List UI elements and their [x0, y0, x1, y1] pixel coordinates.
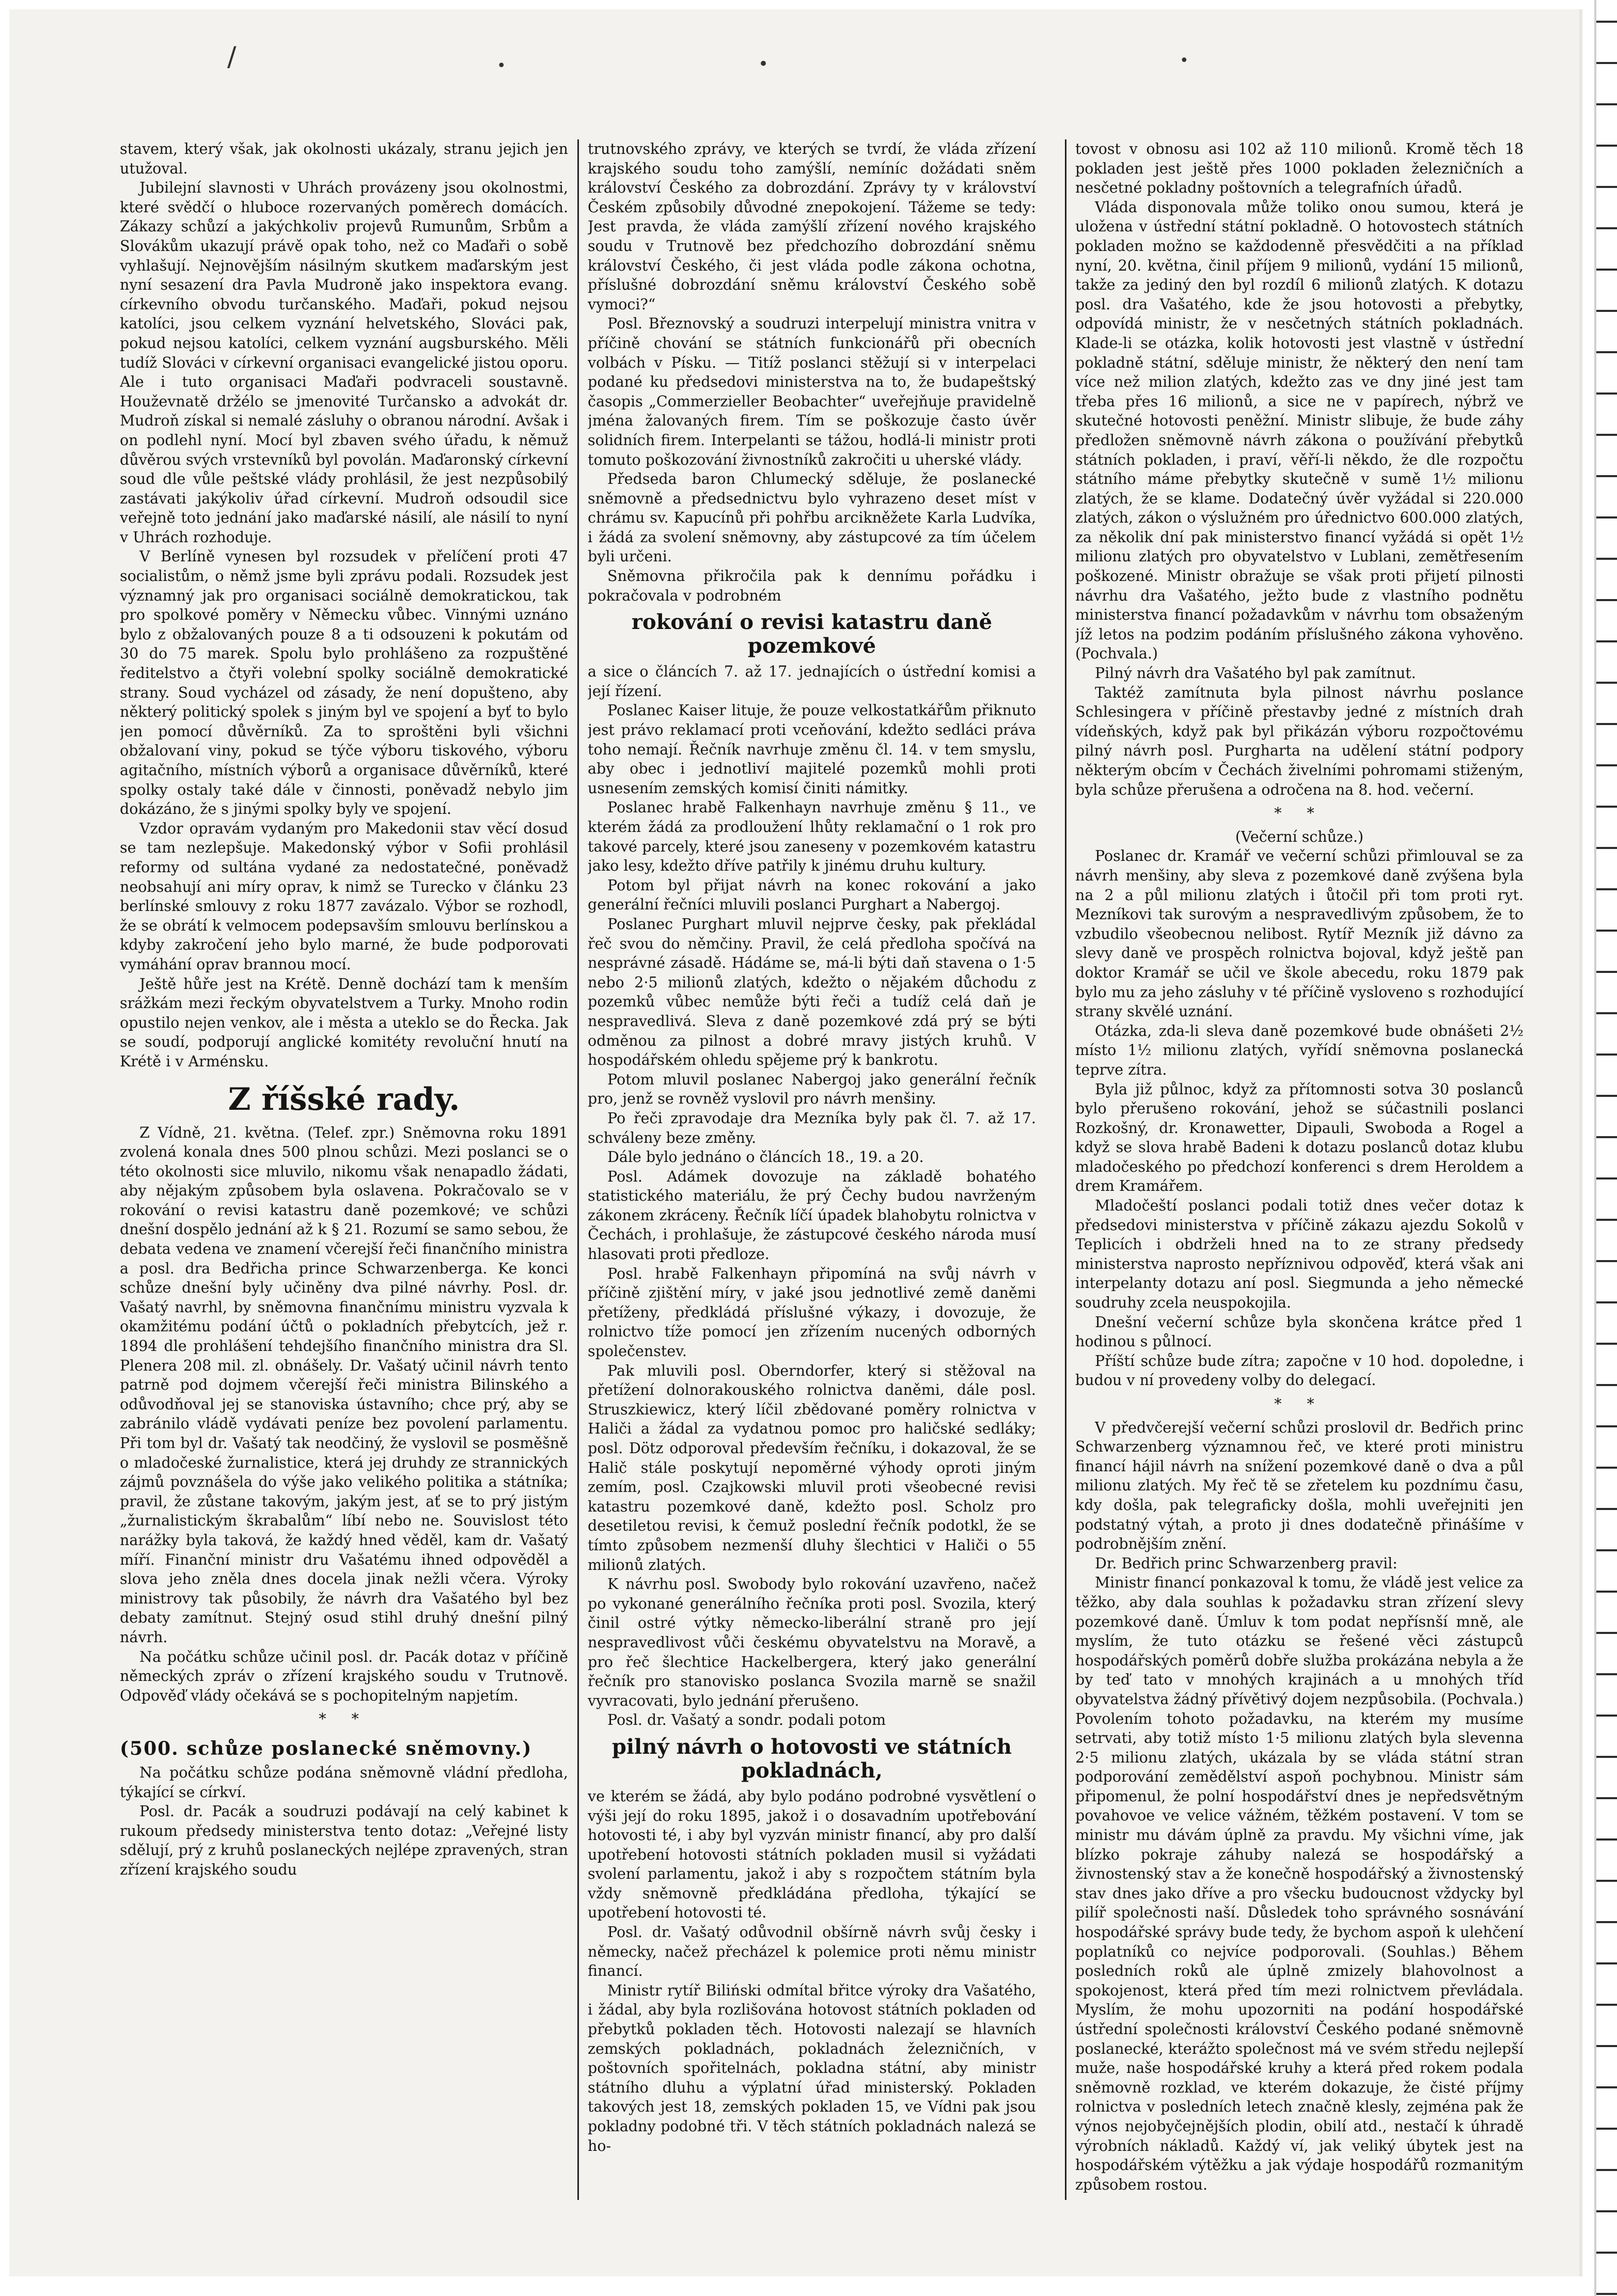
paragraph: V předvčerejší večerní schůzi proslovil dr. Bedřich princ Schwarzenberg významnou řeč, ve které proti ministru financí hájil návrh na snížení pozemkové daně o dva a půl milionu zlatých. My řeč tě se zřetelem ku pozdnímu času, kdy došla, pak telegraficky došla, mohli uveřejniti jen podstatný výtah, a proto ji dnes dodatečně přinášíme v podrobnějším znění. — [1075, 1419, 1524, 1553]
paragraph: K návrhu posl. Swobody bylo rokování uzavřeno, načež po vykonané generálního řečníka proti posl. Svozila, který činil ostré výtky německo-liberální straně pro její nespravedlivost vůči českému obyvatelstvu na Moravě, a pro řeč šlechtice Hackelbergera, který jako generální řečník pro stanovisko poslanca Svozila marně se snažil vyvracovati, bylo jednání přerušeno. — [588, 1576, 1036, 1709]
column-rule-2 — [1065, 139, 1066, 2200]
paragraph: Mladočeští poslanci podali totiž dnes večer dotaz k předsedovi ministerstva v příčině zákazu ajezdu Sokolů v Teplicích i obdrželi hned na to ze strany předsedy ministerstva naprosto nepříznivou odpověď, která však ani interpelanty dotazu aní posl. Siegmunda a jeho německé soudruhy zcela neuspokojila. — [1075, 1197, 1524, 1312]
paragraph: Vzdor opravám vydaným pro Makedonii stav věcí dosud se tam nezlepšuje. Makedonský výbor v Sofii prohlásil reformy od sultána vydané za nedostatečné, poněvadž neobsahují ani míry oprav, k nimž se Turecko v článku 23 berlínské smlouvy z roku 1877 zavázalo. Výbor se rozhodl, že se obrátí k velmocem podepsavším smlouvu berlínskou a kdyby zakročení jeho bylo marné, že bude podporovati vymáhání oprav brannou mocí. — [120, 820, 568, 973]
paragraph: Dále bylo jednáno o článcích 18., 19. a 20. — [607, 1149, 924, 1166]
section-heading: pilný návrh o hotovosti ve státních pokladnách, — [611, 1734, 1012, 1783]
paragraph: Poslanec hrabě Falkenhayn navrhuje změnu § 11., ve kterém žádá za prodloužení lhůty reklamační o 1 rok pro takové parcely, které jsou zaneseny v pozemkovém katastru jako lesy, kdežto dříve patřily k jinému druhu kultury. — [588, 799, 1036, 875]
paragraph: Z Vídně, 21. května. (Telef. zpr.) Sněmovna roku 1891 zvolená konala dnes 500 plnou schůzi. Mezi poslanci se o této okolnosti sice mluvilo, nikomu však nenapadlo žádati, aby nějakým způsobem byla oslavena. Pokračovalo se v rokování o revisi katastru daně pozemkové; ve schůzi dnešní dospělo jednání až k § 21. Rozumí se samo sebou, že debata vedena ve znamení včerejší řeči finančního ministra a posl. dra Bedřicha prince Schwarzenberga. Ke konci schůze dnešní byly učiněny dva pilné návrhy. Posl. dr. Vašatý navrhl, by sněmovna finančnímu ministru vyzvala k okamžitému podání účtů o pokladních přebytcích, jež r. 1894 dle prohlášení tehdejšího finančního ministra dra Sl. Plenera 208 mil. zl. obnášely. Dr. Vašatý učinil návrh tento patrně pod dojmem včerejší řeči ministra Bilinského a odůvodňoval jej se stanoviska ústavního; chce prý, aby se zabránilo vládě vydávati peníze bez povolení parlamentu. Při tom byl dr. Vašatý tak neodčiný, že vyslovil se posměšně o mladočeské žurnalistice, která jej druhdy ze strannických zájmů povznášela do výše jako velikého politika a státníka; pravil, že zůstane takovým, jakým jest, ať se to prý jistým „žurnalistickým škrabalům“ líbí nebo ne. Souvislost této narážky byla taková, že každý hned věděl, kam dr. Vašatý míří. Finanční ministr dru Vašatému ihned odpověděl a slova jeho zněla dnes docela jinak nežli včera. Výroky ministrovy tak působily, že návrh dra Vašatého byl bez debaty zamítnut. Stejný osud stihl druhý dnešní pilný návrh. — [120, 1124, 568, 1646]
paragraph: Posl. dr. Vašatý odůvodnil obšírně návrh svůj česky i německy, načež přecházel k polemice proti němu ministr financí. — [588, 1924, 1036, 1980]
paragraph: Pilný návrh dra Vašatého byl pak zamítnut. — [1095, 665, 1416, 682]
paragraph: Na počátku schůze podána sněmovně vládní předloha, týkající se církví. — [120, 1764, 568, 1801]
centered-subheading: (Večerní schůze.) — [1235, 828, 1364, 845]
paragraph: Posl. Adámek dovozuje na základě bohatého statistického materiálu, že prý Čechy budou navrženým zákonem zkráceny. Řečník líčí úpadek blahobytu rolnictva v Čechách, i prohlašuje, že zástupcové českého národa musí hlasovati proti předloze. — [588, 1168, 1036, 1263]
separator-asterisks: * * — [1274, 805, 1325, 822]
paragraph: trutnovského zprávy, ve kterých se tvrdí, že vláda zřízení krajského soudu toho zamýšlí, nemíníc dožádati sněm království Českého za dobrozdání. Zprávy ty v království Českém způsobily důvodné znepokojení. Tážeme se tedy: Jest pravda, že vláda zamýšlí zřízení nového krajského soudu v Trutnově bez předchozího dobrozdání sněmu království Českého, či jest vláda podle zákona ochotna, příslušné dobrozdání sněmu království Českého sobě vymoci?“ — [588, 140, 1036, 313]
paragraph: Taktéž zamítnuta byla pilnost návrhu poslance Schlesingera v příčině přestavby jedné z místních drah vídeňských, když pak byl přikázán výboru rozpočtovému pilný návrh posl. Purgharta na udělení státní podpory některým obcím v Čechách živelními pohromami stiženým, byla schůze přerušena a odročena na 8. hod. večerní. — [1075, 684, 1524, 798]
paragraph: Posl. dr. Vašatý a sondr. podali potom — [607, 1711, 886, 1729]
paragraph: Poslanec Purghart mluvil nejprve česky, pak překládal řeč svou do němčiny. Pravil, že celá předloha spočívá na nesprávné zásadě. Hádáme se, má-li býti daň stavena o 1·5 nebo 2·5 milionů zlatých, kdežto o nějakém důchodu z pozemků vůbec nemůže býti řeči a tudíž celá daň je nespravedlivá. Sleva z daně pozemkové zdá prý se býti odměnou za pilnost a dobré mravy jistých kruhů. V hospodářském ohledu spějeme prý k bankrotu. — [588, 915, 1036, 1069]
top-mark-1: / — [227, 41, 237, 72]
separator-asterisks: * * — [319, 1710, 369, 1728]
paragraph: tovost v obnosu asi 102 až 110 milionů. Kromě těch 18 pokladen jest ještě přes 1000 pokladen železničních a nesčetné pokladny poštovních a telegrafních úřadů. — [1075, 140, 1524, 197]
text-column-3 — [1075, 139, 1524, 2215]
paragraph: Poslanec dr. Kramář ve večerní schůzi přimlouval se za návrh menšiny, aby sleva z pozemkové daně zvýšena byla na 2 a půl milionu zlatých i ůtočil při tom proti ryt. Mezníkovi tak surovým a nespravedlivým způsobem, že to vzbudilo všeobecnou nelibost. Rytíř Mezník již dávno za slevy daně ve prospěch rolnictva bojoval, když ještě pan doktor Kramář se učil ve škole abecedu, roku 1879 pak bylo mu za jeho zásluhy v té příčině vysloveno s rozhodující strany skvělé uznání. — [1075, 847, 1524, 1020]
paragraph: Dr. Bedřich princ Schwarzenberg pravil: — [1095, 1554, 1398, 1572]
paragraph: Dnešní večerní schůze byla skončena krátce před 1 hodinou s půlnocí. — [1075, 1313, 1524, 1350]
paragraph: a sice o článcích 7. až 17. jednajících o ústřední komisi a její řízení. — [588, 663, 1036, 700]
paragraph: Sněmovna přikročila pak k dennímu pořádku i pokračovala v podrobném — [588, 568, 1036, 604]
scan-edge — [1594, 0, 1617, 2296]
paragraph: Posl. hrabě Falkenhayn připomíná na svůj návrh v příčině zjištění míry, v jaké jsou jednotlivé země daněmi přetíženy, předkládá příslušné výkazy, i dovozuje, že rolnictvo tíže pomocí jen zřízením nucených odborných společenstev. — [588, 1265, 1036, 1360]
paragraph: Ministr financí ponkazoval k tomu, že vládě jest velice za těžko, aby dala souhlas k požadavku stran zřízení slevy pozemkové daně. Úmluv k tom podat nepřísnší mně, ale myslím, že tuto otázku se řešené věci zástupců hospodářských poměrů dobře služba prokázána nebyla a že by teď tato v mnohých krajinách a u mnohých tříd obyvatelstva žádný přívětivý dojem nezpůsobila. (Pochvala.) Povolením tohoto požadavku, na kterém my musíme setrvati, aby totiž místo 1·5 milionu zlatých byla slevenna 2·5 milionu zlatých, ukázala by se vláda státní stran podporování zemědělství aspoň pochybnou. Ministr sám připomenul, že polní hospodářství dnes je nepředsvětným povahovoe ve velice vážném, těžkém postavení. V tom se ministr mu dávám úplně za pravdu. My všichni víme, jak blízko pokraje záhuby nalezá se hospodářský a živnostenský stav a že konečně hospodářský a živnostenský stav dnes jako dříve a pro všecku budoucnost vždycky byl pilíř společnosti naší. Důsledek toho správného sosnávání hospodářské správy bude tedy, že bychom aspoň k ulehčení poplatníků co nejvíce podporovali. (Souhlas.) Během posledních roků ale úplně zmizely blahovolnost a spokojenost, která před tím mezi rolnictvem převládala. Myslím, že mohu upozorniti na podání hospodářské ústřední společnosti království Českého podané sněmovně poslanecké, kterážto společnost má ve svém středu nejlepší muže, naše hospodářské kruhy a která před rokem podala sněmovně rozklad, ve kterém dokazuje, že čisté příjmy rolnictva v posledních letech značně klesly, zejména pak že výnos nejobyčejnějších plodin, obilí atd., nestačí k úhradě výrobních nákladů. Každý ví, jak veliký úbytek jest na hospodářském výtěžku a jak výdaje hospodářů rozmanitým způsobem rostou. — [1075, 1574, 1524, 2193]
top-mark-3: • — [758, 54, 769, 74]
separator-asterisks: * * — [1274, 1395, 1325, 1412]
paragraph: Ministr rytíř Biliński odmítal břitce výroky dra Vašatého, i žádal, aby byla rozlišována hotovost státních pokladen od přebytků pokladen těch. Hotovosti nalezají se hlavních zemských pokladnách, pokladnách železničních, v poštovních spořitelnách, pokladna státní, aby ministr státního dluhu a výplatní úřad ministerský. Pokladen takových jest 18, zemských pokladen 15, ve Vídni pak jsou pokladny podobné tři. V těch státních pokladnách nalezá se ho- — [588, 1982, 1036, 2155]
paragraph: Po řeči zpravodaje dra Mezníka byly pak čl. 7. až 17. schváleny beze změny. — [588, 1109, 1036, 1146]
paragraph: Otázka, zda-li sleva daně pozemkové bude obnášeti 2½ místo 1½ milionu zlatých, vyřídí sněmovna poslanecká teprve zítra. — [1075, 1022, 1524, 1078]
paragraph: Potom mluvil poslanec Nabergoj jako generální řečník pro, jenž se rovněž vyslovil pro návrh menšiny. — [588, 1071, 1036, 1108]
paragraph: Jubilejní slavnosti v Uhrách provázeny jsou okolnostmi, které svědčí o hluboce rozervaných poměrech domácích. Zákazy schůzí a jakýchkoliv projevů Rumunům, Srbům a Slovákům ukazují právě opak toho, než co Maďaři o sobě vyhlašují. Nejnovějším násilným skutkem maďarským jest nyní sesazení dra Pavla Mudroně jako inspektora evang. církevního obvodu turčanského. Maďaři, pokud nejsou katolíci, jsou celkem vyznání helvetského, Slováci pak, pokud nejsou katolíci, celkem vyznání augsburského. Měli tudíž Slováci v církevní organisaci evangelické jistou oporu. Ale i tuto organisaci Maďaři podvraceli soustavně. Houževnatě držélo se jmenovité Turčansko a advokát dr. Mudroň získal si nemalé zásluhy o obranou národní. Avšak i on podlehl nyní. Mocí byl zbaven svého úřadu, k němuž důvěrou svých vrstevníků byl povolán. Maďaronský církevní soud dle vůle peštské vlády prohlásil, že jest nezpůsobilý zastávati jakýkoliv úřad církevní. Mudroň odsoudil sice veřejně toto jednání jako maďarské násilí, ale násilí to nyní v Uhrách rozhoduje. — [120, 179, 568, 546]
paragraph: Na počátku schůze učinil posl. dr. Pacák dotaz v příčině německých zpráv o zřízení krajského soudu v Trutnově. Odpověď vlády očekává se s pochopitelným napjetím. — [120, 1648, 568, 1704]
column-rule-1 — [577, 139, 579, 2200]
paragraph: stavem, který však, jak okolnosti ukázaly, stranu jejich jen utužoval. — [120, 140, 568, 177]
paragraph: Byla již půlnoc, když za přítomnosti sotva 30 poslanců bylo přerušeno rokování, jehož se súčastnili poslanci Rozkošný, dr. Kronawetter, Dipauli, Swoboda a Rogel a když se slova hrabě Badeni k dotazu poslanců dotaz klubu mladočeského po předchozí konferenci s drem Heroldem a drem Kramářem. — [1075, 1080, 1524, 1195]
paragraph: Příští schůze bude zítra; započne v 10 hod. dopoledne, i budou v ní provedeny volby do delegací. — [1075, 1352, 1524, 1389]
text-column-1 — [120, 139, 568, 2215]
paragraph: Pak mluvili posl. Oberndorfer, který si stěžoval na přetížení dolnorakouského rolnictva daněmi, dále posl. Struszkiewicz, který líčil zbědované poměry rolnictva v Haliči a žádal za vydatnou pomoc pro haličské sedláky; posl. Dötz odporoval především řečníku, i dokazoval, že se Halič stále poskytují nepoměrné výhody oproti jiným zemím, posl. Czajkowski mluvil proti všeobecné revisi katastru pozemkové daně, kdežto posl. Scholz pro desetiletou revisi, k čemuž poslední řečník podotkl, že se tímto způsobem nezmenší dluhy šlechtici v Haliči o 55 milionů zlatých. — [588, 1362, 1036, 1574]
section-title: Z říšské rady. — [228, 1081, 460, 1118]
paragraph: Předseda baron Chlumecký sděluje, že poslanecké sněmovně a předsednictvu bylo vyhrazeno deset míst v chrámu sv. Kapucínů při pohřbu arcikněžete Karla Ludvíka, i žádá za svolení sněmovny, aby zástupcové za tím účelem byli určeni. — [588, 470, 1036, 565]
paragraph: Poslanec Kaiser lituje, že pouze velkostatkářům přiknuto jest právo reklamací proti vceňování, kdežto sedláci práva toho nemají. Řečník navrhuje změnu čl. 14. v tem smyslu, aby obec i jednotliví majitelé pozemků mohli proti usnesením zemských komisí činiti námitky. — [588, 702, 1036, 797]
session-heading: (500. schůze poslanecké sněmovny.) — [120, 1737, 532, 1759]
paragraph: Vláda disponovala může toliko onou sumou, která je uložena v ústřední státní pokladně. O hotovostech státních pokladen možno se každodenně přesvědčiti a na příklad nyní, 20. května, činil příjem 9 milionů, vydání 15 milionů, takže za jediný den byl rozdíl 6 milionů zlatých. K dotazu posl. dra Vašatého, kde že jsou hotovosti a přebytky, odpovídá ministr, že v nesčetných státních pokladnách. Klade-li se otázka, kolik hotovosti jest vlastně v ústřední pokladně státní, sděluje ministr, že některý den není tam více než milion zlatých, kdežto zas ve dny jiné jest tam třeba přes 16 milionů, a sice ne v papírech, nýbrž ve skutečné hotovosti peněžní. Ministr slibuje, že bude záhy předložen sněmovně návrh zákona o používání přebytků státních pokladen, i praví, věří-li někdo, že dle rozpočtu státního máme přebytky skutečně v sumě 1½ milionu zlatých, že se klame. Dodatečný úvěr vyžádal si 220.000 zlatých, zákon o výslužném pro úřednictvo 600.000 zlatých, za několik dní pak ministerstvo financí vyžádá si opět 1½ milionu zlatých pro obyvatelstvo v Lublani, zemětřesením poškozené. Ministr obražuje se však proti přijetí pilnosti návrhu dra Vašatého, ježto bude z vlastního podnětu ministerstva financí požadavkům v návrhu tom obsaženým jíž letos na podzim podáním příslušného zákona vyhověno. (Pochvala.) — [1075, 198, 1524, 663]
top-mark-4: • — [1180, 52, 1189, 70]
text-column-2 — [588, 139, 1036, 2215]
top-mark-2: • — [497, 57, 506, 75]
paragraph: Posl. dr. Pacák a soudruzi podávají na celý kabinet k rukoum předsedy ministerstva tento dotaz: „Veřejné listy sdělují, prý z kruhů poslaneckých nejlépe zpravených, stran zřízení krajského soudu — [120, 1803, 568, 1878]
paragraph: V Berlíně vynesen byl rozsudek v přelíčení proti 47 socialistům, o němž jsme byli zprávu podali. Rozsudek jest významný jak pro organisaci sociálně demokratickou, tak pro spolkové poměry v Německu vůbec. Vinnými uznáno bylo z obžalovaných pouze 8 a ti odsouzeni k pokutám od 30 do 75 marek. Spolu bylo prohlášeno za rozpuštěné ředitelstvo a čtyři volební spolky sociálně demokratické strany. Soud vycházel od zásady, že není dopušteno, aby některý politický spolek s jiným byl ve spojení a byť to bylo jen pomocí důvěrníků. Za to sproštěni byli všichni obžalovaní viny, pokud se týče výboru tiskového, výboru agitačního, místních výborů a organisace důvěrníků, které spolky ostaly také dále v činnosti, poněvadž nebylo jim dokázáno, že s jinými spolky byly ve spojení. — [120, 548, 568, 818]
paragraph: Potom byl přijat návrh na konec rokování a jako generální řečníci mluvili poslanci Purghart a Nabergoj. — [588, 876, 1036, 914]
paragraph: Posl. Březnovský a soudruzi interpelují ministra vnitra v příčině chování se státních funkcionářů při obecních volbách v Písku. — Titíž poslanci stěžují si v interpelaci podané ku předsedovi ministerstva na to, že budapeštský časopis „Commerzieller Beobachter“ uveřejňuje pravidelně jména žalovaných firem. Tím se poškozuje často úvěr solidních firem. Interpelanti se tážou, hodlá-li ministr proti tomuto poškozování živnostníků zakročiti u uherské vlády. — [588, 315, 1036, 468]
section-heading: rokování o revisi katastru daně pozemkové — [631, 610, 993, 658]
paragraph: Ještě hůře jest na Krétě. Denně dochází tam k menším srážkám mezi řeckým obyvatelstvem a Turky. Mnoho rodin opustilo nejen venkov, ale i města a uteklo se do Řecka. Jak se soudí, podporují anglické komitéty revoluční hnutí na Krétě i v Arménsku. — [120, 975, 568, 1070]
paragraph: ve kterém se žádá, aby bylo podáno podrobné vysvětlení o výši její do roku 1895, jakož i o dosavadním upotřebování hotovosti té, i aby byl vyzván ministr financí, aby pro další upotřebení hotovosti státních pokladen musil si vyžádati svolení parlamentu, jakož i aby s rozpočtem státním byla vždy sněmovně předkládána předloha, týkající se upotřebení hotovosti té. — [588, 1787, 1036, 1922]
